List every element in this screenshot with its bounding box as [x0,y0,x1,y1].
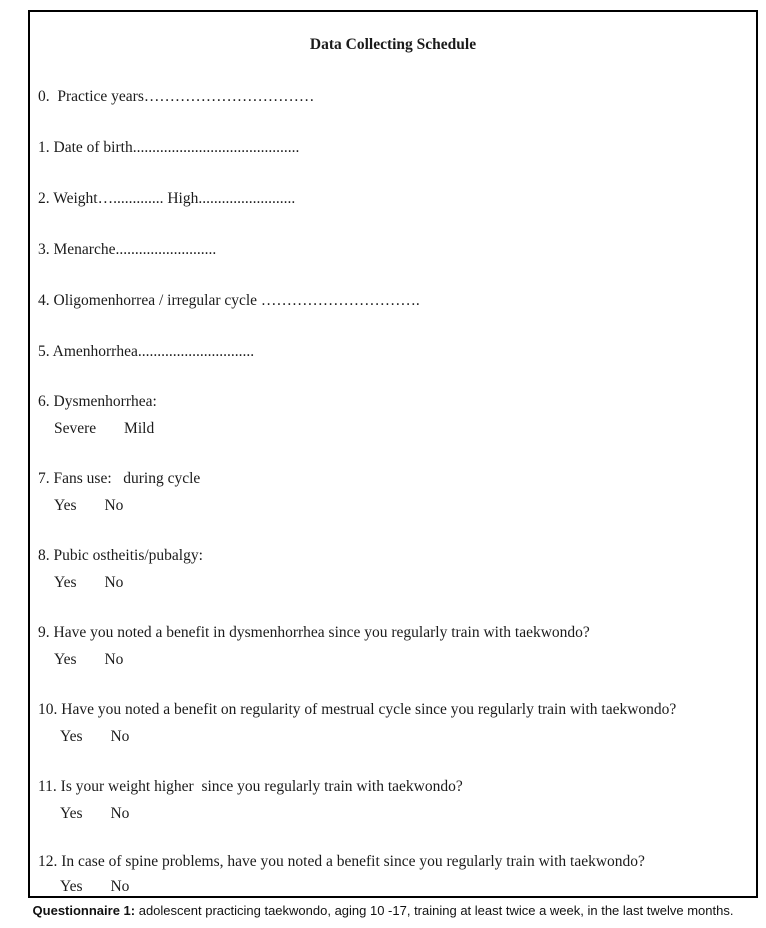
question-item-8: 8. Pubic ostheitis/pubalgy: [38,547,203,564]
question-item-1: 1. Date of birth........................................... [38,139,300,156]
option-yes: Yes [54,651,77,668]
option-yes: Yes [54,574,77,591]
option-yes: Yes [60,805,83,822]
option-severe: Severe [54,420,97,437]
option-no: No [104,651,124,668]
option-no: No [110,805,130,822]
question-item-5: 5. Amenhorrhea.............................. [38,343,255,360]
question-item-11: 11. Is your weight higher since you regularly train with taekwondo? [38,778,463,795]
option-yes: Yes [54,497,77,514]
options-row-8 [54,574,756,591]
caption-label: Questionnaire 1: [32,903,136,918]
question-item-7: 7. Fans use: during cycle [38,470,201,487]
option-no: No [104,574,124,591]
option-yes: Yes [60,878,83,895]
option-no: No [104,497,124,514]
question-item-6: 6. Dysmenhorrhea: [38,393,157,410]
option-no: No [110,878,130,895]
question-item-0: 0. Practice years…………………………… [38,88,315,105]
options-row-6 [54,420,756,437]
question-item-12: 12. In case of spine problems, have you noted a benefit since you regularly train with taekwondo? [38,853,645,870]
options-row-12 [60,878,756,895]
form-border-box [28,10,758,898]
figure-caption [0,903,766,919]
option-no: No [110,728,130,745]
options-row-11 [60,805,756,822]
options-row-10 [60,728,756,745]
option-mild: Mild [124,420,155,437]
document-title: Data Collecting Schedule [309,36,477,53]
question-item-10: 10. Have you noted a benefit on regularity of mestrual cycle since you regularly train with taekwondo? [38,701,677,718]
question-item-3: 3. Menarche.......................... [38,241,217,258]
option-yes: Yes [60,728,83,745]
question-item-2: 2. Weight…............. High......................... [38,190,296,207]
question-item-9: 9. Have you noted a benefit in dysmenhorrhea since you regularly train with taekwondo? [38,624,590,641]
caption-text: adolescent practicing taekwondo, aging 10 -17, training at least twice a week, in the last twelve months. [135,903,734,918]
options-row-7 [54,497,756,514]
options-row-9 [54,651,756,668]
question-item-4: 4. Oligomenhorrea / irregular cycle …………………………. [38,292,420,309]
